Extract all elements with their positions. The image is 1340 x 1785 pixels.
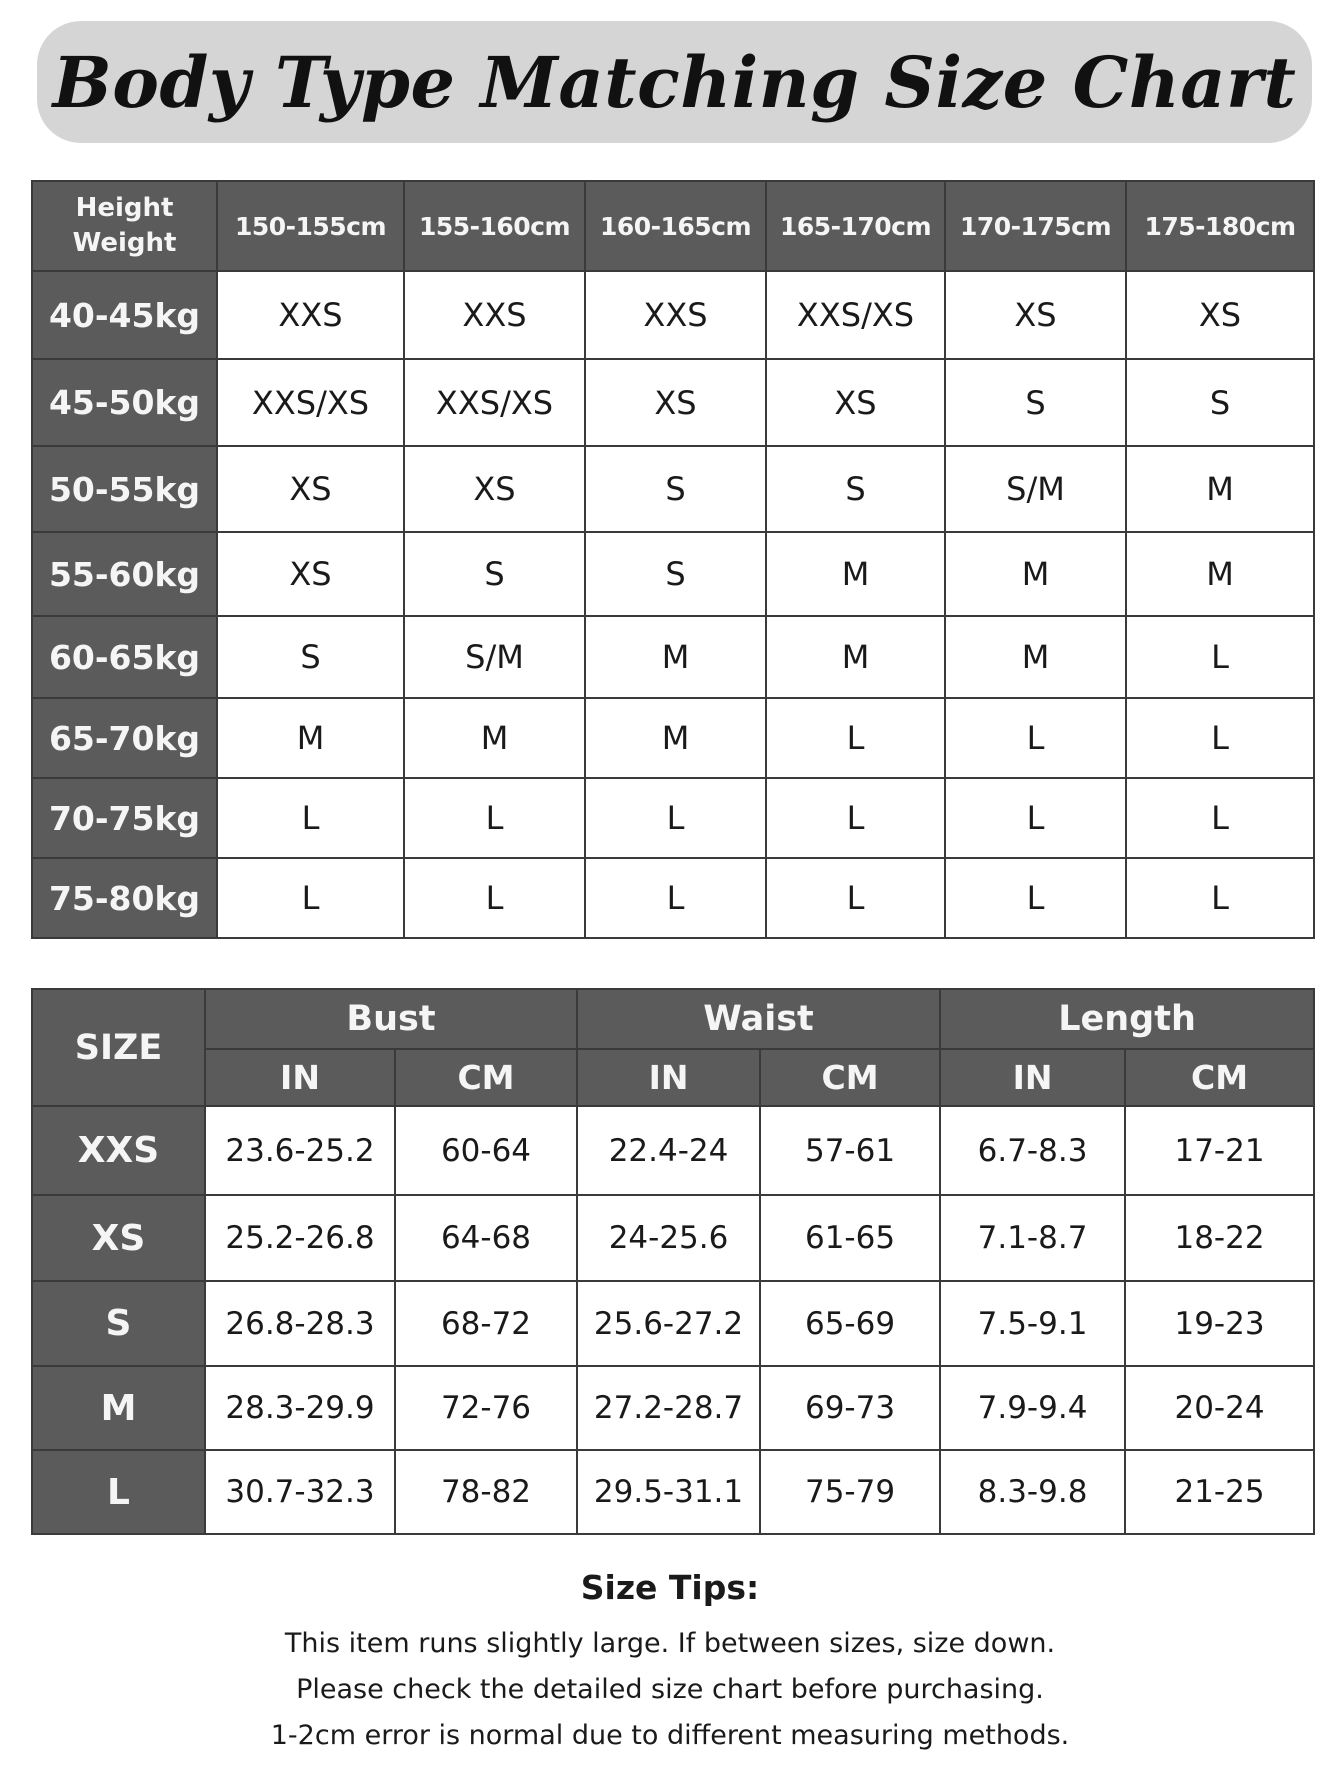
weight-row-header: 55-60kg (32, 532, 217, 616)
size-cell: S (404, 532, 585, 616)
height-header: 155-160cm (404, 181, 585, 271)
size-matching-table (31, 180, 1315, 939)
unit-header: IN (577, 1049, 760, 1106)
table-row (32, 359, 1314, 446)
size-header: SIZE (32, 989, 205, 1106)
height-header-row (32, 181, 1314, 271)
size-cell: XS (1126, 271, 1314, 359)
measurement-cell: 27.2-28.7 (577, 1366, 760, 1450)
size-cell: L (945, 698, 1126, 778)
title-banner (37, 21, 1312, 143)
table-row (32, 1366, 1314, 1450)
size-cell: M (404, 698, 585, 778)
size-cell: S (217, 616, 404, 698)
table-row (32, 1195, 1314, 1281)
measurement-cell: 6.7-8.3 (940, 1106, 1125, 1195)
waist-header: Waist (577, 989, 940, 1049)
size-tips (0, 1568, 1340, 1759)
measurement-cell: 22.4-24 (577, 1106, 760, 1195)
size-cell: L (945, 858, 1126, 938)
size-cell: S/M (945, 446, 1126, 532)
table-row (32, 532, 1314, 616)
measurement-cell: 7.1-8.7 (940, 1195, 1125, 1281)
height-header: 150-155cm (217, 181, 404, 271)
size-cell: S (585, 446, 766, 532)
weight-row-header: 75-80kg (32, 858, 217, 938)
size-row-header: XXS (32, 1106, 205, 1195)
size-cell: L (1126, 778, 1314, 858)
weight-row-header: 40-45kg (32, 271, 217, 359)
height-header: 160-165cm (585, 181, 766, 271)
size-cell: L (766, 858, 945, 938)
size-cell: M (945, 532, 1126, 616)
measurement-cell: 72-76 (395, 1366, 577, 1450)
size-tip-line: This item runs slightly large. If between sizes, size down. (284, 1628, 1056, 1659)
table-row (32, 616, 1314, 698)
size-cell: S (945, 359, 1126, 446)
size-cell: XS (585, 359, 766, 446)
height-header: 175-180cm (1126, 181, 1314, 271)
table-row (32, 1281, 1314, 1366)
size-cell: L (585, 778, 766, 858)
measurement-cell: 25.2-26.8 (205, 1195, 395, 1281)
size-cell: M (1126, 446, 1314, 532)
measurement-group-row (32, 989, 1314, 1049)
weight-row-header: 60-65kg (32, 616, 217, 698)
size-cell: M (766, 616, 945, 698)
size-cell: L (404, 778, 585, 858)
size-cell: XS (217, 446, 404, 532)
size-cell: XS (217, 532, 404, 616)
table-row (32, 778, 1314, 858)
size-row-header: L (32, 1450, 205, 1534)
size-cell: M (585, 616, 766, 698)
table-row (32, 698, 1314, 778)
unit-header: CM (395, 1049, 577, 1106)
weight-row-header: 45-50kg (32, 359, 217, 446)
measurement-cell: 21-25 (1125, 1450, 1314, 1534)
table-row (32, 1106, 1314, 1195)
corner-weight-label: Weight (72, 228, 177, 258)
measurement-cell: 26.8-28.3 (205, 1281, 395, 1366)
size-cell: XS (404, 446, 585, 532)
size-cell: XXS/XS (766, 271, 945, 359)
size-cell: M (945, 616, 1126, 698)
weight-row-header: 50-55kg (32, 446, 217, 532)
size-tip-line: Please check the detailed size chart before purchasing. (296, 1674, 1044, 1705)
page-title: Body Type Matching Size Chart (52, 40, 1297, 124)
size-cell: L (404, 858, 585, 938)
size-row-header: XS (32, 1195, 205, 1281)
measurement-cell: 61-65 (760, 1195, 940, 1281)
size-cell: L (945, 778, 1126, 858)
size-cell: M (766, 532, 945, 616)
measurement-cell: 23.6-25.2 (205, 1106, 395, 1195)
size-cell: XXS (585, 271, 766, 359)
weight-row-header: 65-70kg (32, 698, 217, 778)
measurement-cell: 7.5-9.1 (940, 1281, 1125, 1366)
height-weight-corner (32, 181, 217, 271)
measurement-cell: 69-73 (760, 1366, 940, 1450)
size-cell: L (766, 778, 945, 858)
size-cell: L (766, 698, 945, 778)
measurement-cell: 18-22 (1125, 1195, 1314, 1281)
table-row (32, 1450, 1314, 1534)
size-tips-title: Size Tips: (580, 1568, 760, 1607)
size-cell: S (1126, 359, 1314, 446)
height-header: 170-175cm (945, 181, 1126, 271)
measurement-cell: 20-24 (1125, 1366, 1314, 1450)
unit-header: CM (1125, 1049, 1314, 1106)
size-cell: M (1126, 532, 1314, 616)
size-cell: XS (766, 359, 945, 446)
bust-header: Bust (205, 989, 577, 1049)
table-row (32, 858, 1314, 938)
measurement-table (31, 988, 1315, 1535)
size-cell: M (585, 698, 766, 778)
unit-header: IN (940, 1049, 1125, 1106)
measurement-cell: 57-61 (760, 1106, 940, 1195)
size-row-header: M (32, 1366, 205, 1450)
unit-header: CM (760, 1049, 940, 1106)
size-cell: S/M (404, 616, 585, 698)
corner-height-label: Height (75, 193, 174, 223)
size-cell: L (217, 858, 404, 938)
size-cell: S (585, 532, 766, 616)
measurement-cell: 75-79 (760, 1450, 940, 1534)
measurement-cell: 28.3-29.9 (205, 1366, 395, 1450)
size-tip-line: 1-2cm error is normal due to different measuring methods. (270, 1720, 1070, 1751)
measurement-cell: 78-82 (395, 1450, 577, 1534)
measurement-cell: 19-23 (1125, 1281, 1314, 1366)
unit-header: IN (205, 1049, 395, 1106)
measurement-unit-row (32, 1049, 1314, 1106)
size-cell: XS (945, 271, 1126, 359)
size-cell: S (766, 446, 945, 532)
size-cell: XXS (404, 271, 585, 359)
size-cell: L (217, 778, 404, 858)
length-header: Length (940, 989, 1314, 1049)
size-cell: L (585, 858, 766, 938)
size-cell: L (1126, 616, 1314, 698)
measurement-cell: 8.3-9.8 (940, 1450, 1125, 1534)
measurement-cell: 25.6-27.2 (577, 1281, 760, 1366)
measurement-cell: 60-64 (395, 1106, 577, 1195)
weight-row-header: 70-75kg (32, 778, 217, 858)
measurement-cell: 64-68 (395, 1195, 577, 1281)
table-row (32, 271, 1314, 359)
size-row-header: S (32, 1281, 205, 1366)
table-row (32, 446, 1314, 532)
measurement-cell: 29.5-31.1 (577, 1450, 760, 1534)
measurement-cell: 68-72 (395, 1281, 577, 1366)
size-cell: L (1126, 858, 1314, 938)
height-header: 165-170cm (766, 181, 945, 271)
size-cell: M (217, 698, 404, 778)
size-cell: XXS (217, 271, 404, 359)
measurement-cell: 24-25.6 (577, 1195, 760, 1281)
measurement-cell: 65-69 (760, 1281, 940, 1366)
size-cell: XXS/XS (404, 359, 585, 446)
size-cell: XXS/XS (217, 359, 404, 446)
size-cell: L (1126, 698, 1314, 778)
measurement-cell: 17-21 (1125, 1106, 1314, 1195)
measurement-cell: 7.9-9.4 (940, 1366, 1125, 1450)
measurement-cell: 30.7-32.3 (205, 1450, 395, 1534)
